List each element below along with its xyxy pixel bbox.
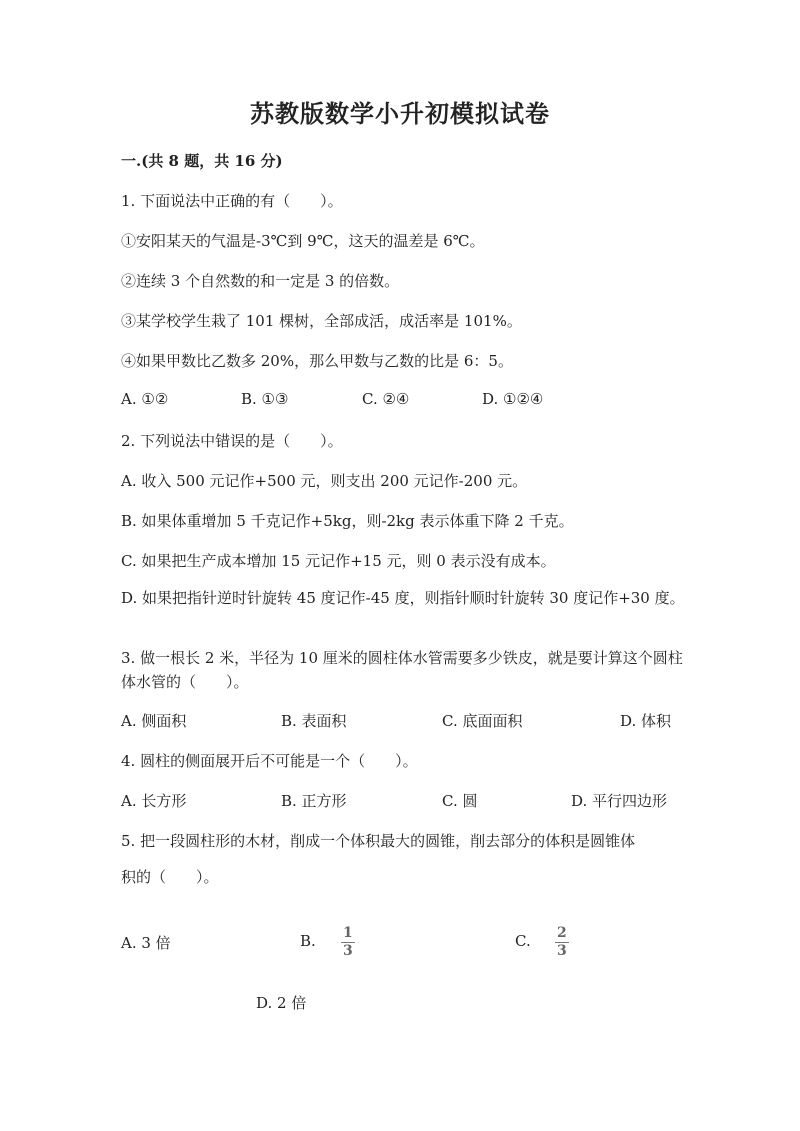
question-1-statement: ④如果甲数比乙数多 20%，那么甲数与乙数的比是 6：5。 xyxy=(121,352,513,370)
question-4-option-c: C. 圆 xyxy=(442,792,478,810)
question-1-option-d: D. ①②④ xyxy=(482,390,544,408)
question-1-statement: ①安阳某天的气温是-3℃到 9℃，这天的温差是 6℃。 xyxy=(121,232,485,250)
question-4-option-d: D. 平行四边形 xyxy=(571,792,668,810)
question-4-option-a: A. 长方形 xyxy=(121,792,187,810)
fraction-numerator: 1 xyxy=(343,925,353,941)
exam-title: 苏教版数学小升初模拟试卷 xyxy=(250,99,550,128)
question-3-option-b: B. 表面积 xyxy=(281,712,347,730)
question-5-option-c-label: C. xyxy=(515,932,531,950)
question-5-option-c-fraction xyxy=(555,926,569,959)
question-2-option-a: A. 收入 500 元记作+500 元，则支出 200 元记作-200 元。 xyxy=(121,472,528,490)
question-5-stem-line-2: 积的（ ）。 xyxy=(121,868,219,886)
question-4-stem: 4. 圆柱的侧面展开后不可能是一个（ ）。 xyxy=(121,752,418,770)
question-1-option-a: A. ①② xyxy=(121,390,169,408)
question-2-option-c: C. 如果把生产成本增加 15 元记作+15 元，则 0 表示没有成本。 xyxy=(121,552,556,570)
question-1-option-b: B. ①③ xyxy=(241,390,289,408)
fraction-denominator: 3 xyxy=(343,943,353,959)
question-3-stem: 3. 做一根长 2 米，半径为 10 厘米的圆柱体水管需要多少铁皮，就是要计算这个圆柱体水管的（ ）。 xyxy=(121,649,683,691)
fraction-denominator: 3 xyxy=(557,943,567,959)
fraction-numerator: 2 xyxy=(557,925,567,941)
question-1-stem: 1. 下面说法中正确的有（ ）。 xyxy=(121,192,343,210)
question-1-option-c: C. ②④ xyxy=(362,390,410,408)
question-2-stem: 2. 下列说法中错误的是（ ）。 xyxy=(121,432,343,450)
question-3-option-c: C. 底面面积 xyxy=(442,712,523,730)
question-3-option-a: A. 侧面积 xyxy=(121,712,187,730)
question-1-statement: ③某学校学生栽了 101 棵树，全部成活，成活率是 101%。 xyxy=(121,312,522,330)
question-5-stem-line-1: 5. 把一段圆柱形的木材，削成一个体积最大的圆锥，削去部分的体积是圆锥体 xyxy=(121,832,636,850)
section-heading: 一.(共 8 题，共 16 分) xyxy=(121,152,283,170)
question-3-option-d: D. 体积 xyxy=(620,712,672,730)
question-4-option-b: B. 正方形 xyxy=(281,792,347,810)
question-2-option-d: D. 如果把指针逆时针旋转 45 度记作-45 度，则指针顺时针旋转 30 度记作+30 度。 xyxy=(121,589,685,607)
question-5-option-a: A. 3 倍 xyxy=(121,934,171,952)
question-2-option-b: B. 如果体重增加 5 千克记作+5kg，则-2kg 表示体重下降 2 千克。 xyxy=(121,512,574,530)
question-1-statement: ②连续 3 个自然数的和一定是 3 的倍数。 xyxy=(121,272,400,290)
question-5-option-d: D. 2 倍 xyxy=(256,994,307,1012)
question-5-option-b-label: B. xyxy=(300,932,316,950)
question-5-option-b-fraction xyxy=(341,926,355,959)
